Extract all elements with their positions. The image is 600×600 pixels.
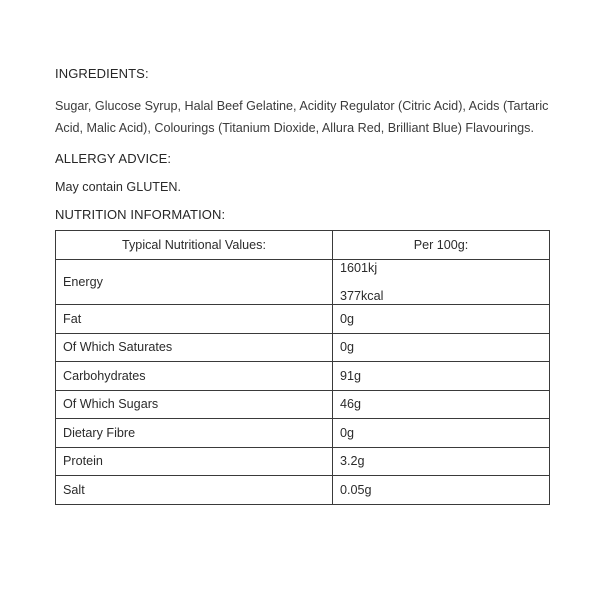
nutrient-label: Protein: [56, 447, 333, 476]
allergy-heading: ALLERGY ADVICE:: [55, 151, 172, 166]
energy-kcal-value: 377kcal: [340, 289, 384, 303]
nutrient-value: 0g: [333, 419, 550, 448]
nutrient-value: 0g: [333, 305, 550, 334]
energy-values: [333, 260, 550, 305]
energy-kj-value: 1601kj: [340, 261, 378, 275]
nutrition-table-header-row: [56, 231, 550, 260]
nutrient-value: 46g: [333, 390, 550, 419]
nutrient-label: Carbohydrates: [56, 362, 333, 391]
table-row: [56, 362, 550, 391]
ingredients-heading: INGREDIENTS:: [55, 66, 149, 81]
table-row: [56, 333, 550, 362]
product-label-content: [55, 66, 555, 505]
table-row-energy: [56, 260, 550, 305]
nutrient-value: 0.05g: [333, 476, 550, 505]
nutrient-label: Of Which Sugars: [56, 390, 333, 419]
nutrient-label: Salt: [56, 476, 333, 505]
table-row: [56, 305, 550, 334]
nutrient-label: Fat: [56, 305, 333, 334]
allergy-text: May contain GLUTEN.: [55, 180, 181, 194]
nutrient-label: Dietary Fibre: [56, 419, 333, 448]
nutrient-value: 91g: [333, 362, 550, 391]
nutrition-heading: NUTRITION INFORMATION:: [55, 207, 226, 222]
table-row: [56, 447, 550, 476]
nutrition-table: [55, 230, 550, 505]
energy-label: Energy: [56, 260, 333, 305]
table-row: [56, 476, 550, 505]
table-row: [56, 419, 550, 448]
column-header-nutritional-values: Typical Nutritional Values:: [56, 231, 333, 260]
ingredients-text: Sugar, Glucose Syrup, Halal Beef Gelatine, Acidity Regulator (Citric Acid), Acids (Tartaric Acid, Malic Acid), Colourings (Titanium Dioxide, Allura Red, Brilliant Blue) Flavourings.: [55, 99, 549, 135]
column-header-per-100g: Per 100g:: [333, 231, 550, 260]
nutrient-label: Of Which Saturates: [56, 333, 333, 362]
table-row: [56, 390, 550, 419]
nutrient-value: 0g: [333, 333, 550, 362]
nutrient-value: 3.2g: [333, 447, 550, 476]
